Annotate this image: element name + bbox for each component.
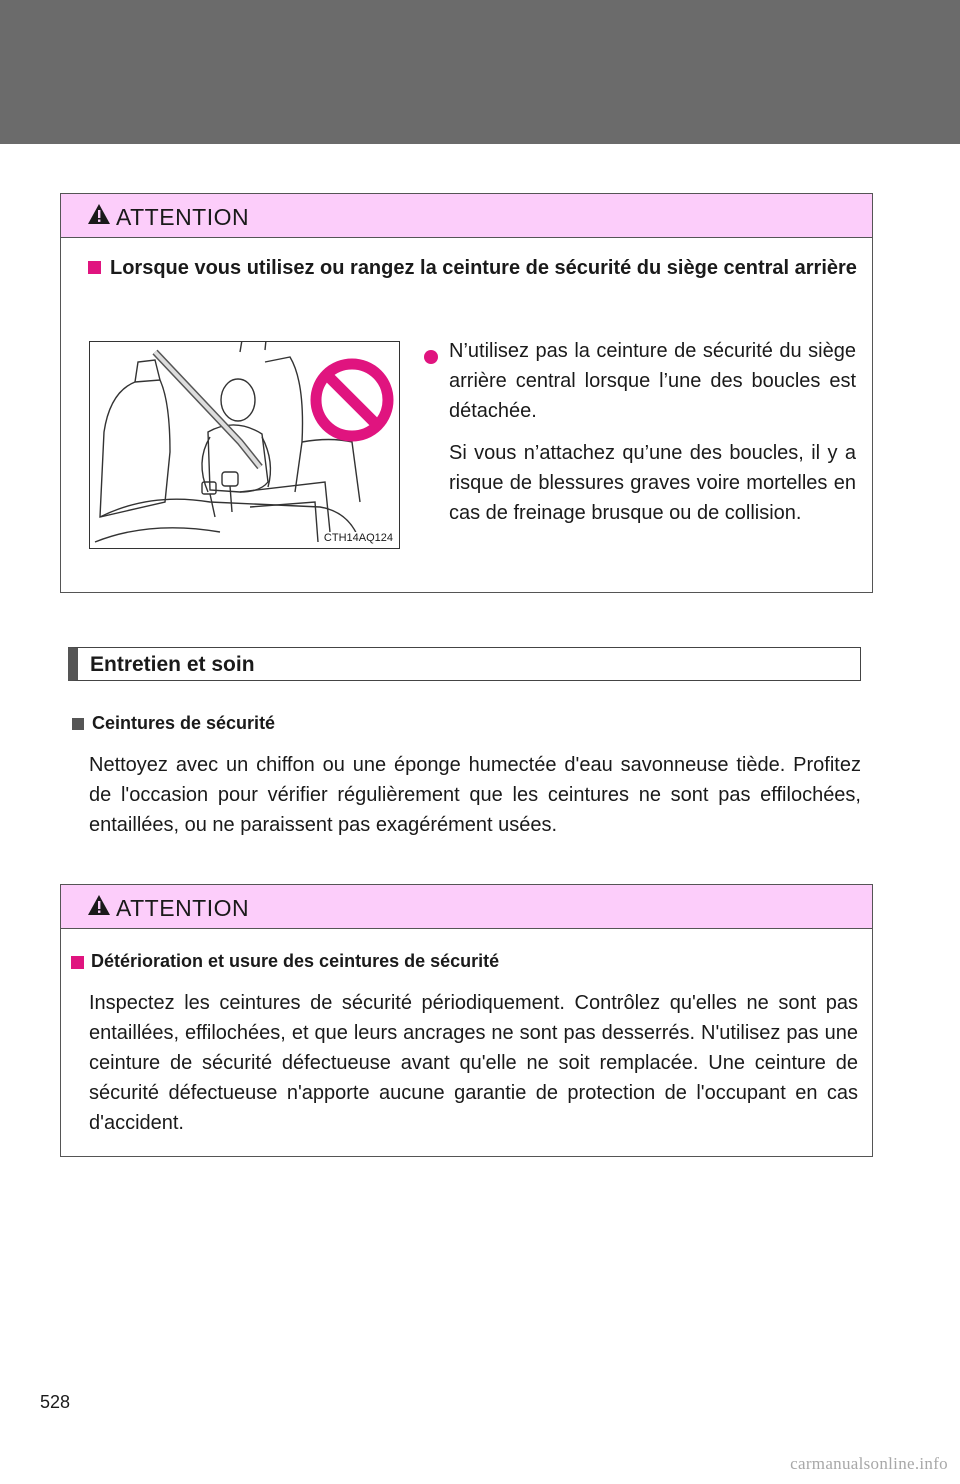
care-paragraph: Nettoyez avec un chiffon ou une éponge humectée d'eau savonneuse tiède. Profitez de l'occasion pour vérifier régulièrement que les ceintures ne sont pas effilochées, entaillées, ou ne paraissent pas exagérément usées. — [89, 754, 861, 836]
attention-heading: Détérioration et usure des ceintures de sécurité — [71, 951, 499, 972]
warning-triangle-icon — [87, 894, 111, 916]
attention-box-rear-center-belt — [60, 193, 873, 593]
square-bullet-icon — [71, 956, 84, 969]
figure-code: CTH14AQ124 — [323, 532, 393, 544]
attention-body: Inspectez les ceintures de sécurité périodiquement. Contrôlez qu'elles ne sont pas entaillées, effilochées, et que leurs ancrages ne sont pas desserrés. N'utilisez pas une ceinture de sécurité défectueuse avant qu'elle ne soit remplacée. Une ceinture de sécurité défectueuse n'apporte aucune garantie de protection de l'occupant en cas d'accident. — [89, 992, 858, 1134]
square-bullet-icon — [72, 718, 84, 730]
sub-heading-seatbelts: Ceintures de sécurité — [72, 713, 275, 734]
square-bullet-icon — [88, 261, 101, 274]
bullet-text: N’utilisez pas la ceinture de sécurité du siège arrière central lorsque l’une des boucles est détachée. — [449, 340, 856, 422]
bullet-detail: Si vous n’attachez qu’une des boucles, il y a risque de blessures graves voire mortelles en cas de freinage brusque ou de collision. — [449, 442, 856, 524]
seatbelt-illustration — [89, 341, 400, 549]
round-bullet-icon — [424, 350, 438, 364]
attention-box-belt-wear — [60, 884, 873, 1157]
attention-label: ATTENTION — [116, 895, 250, 921]
rear-seat-passenger-illustration — [90, 342, 399, 548]
attention-heading: Lorsque vous utilisez ou rangez la ceinture de sécurité du siège central arrière — [88, 252, 862, 284]
attention-header — [61, 194, 872, 238]
attention-label: ATTENTION — [116, 204, 250, 230]
watermark: carmanualsonline.info — [790, 1454, 948, 1473]
section-heading: Entretien et soin — [68, 647, 861, 681]
warning-triangle-icon — [87, 203, 111, 225]
page-header-bar — [0, 0, 960, 144]
attention-header — [61, 885, 872, 929]
page-number: 528 — [40, 1392, 71, 1412]
